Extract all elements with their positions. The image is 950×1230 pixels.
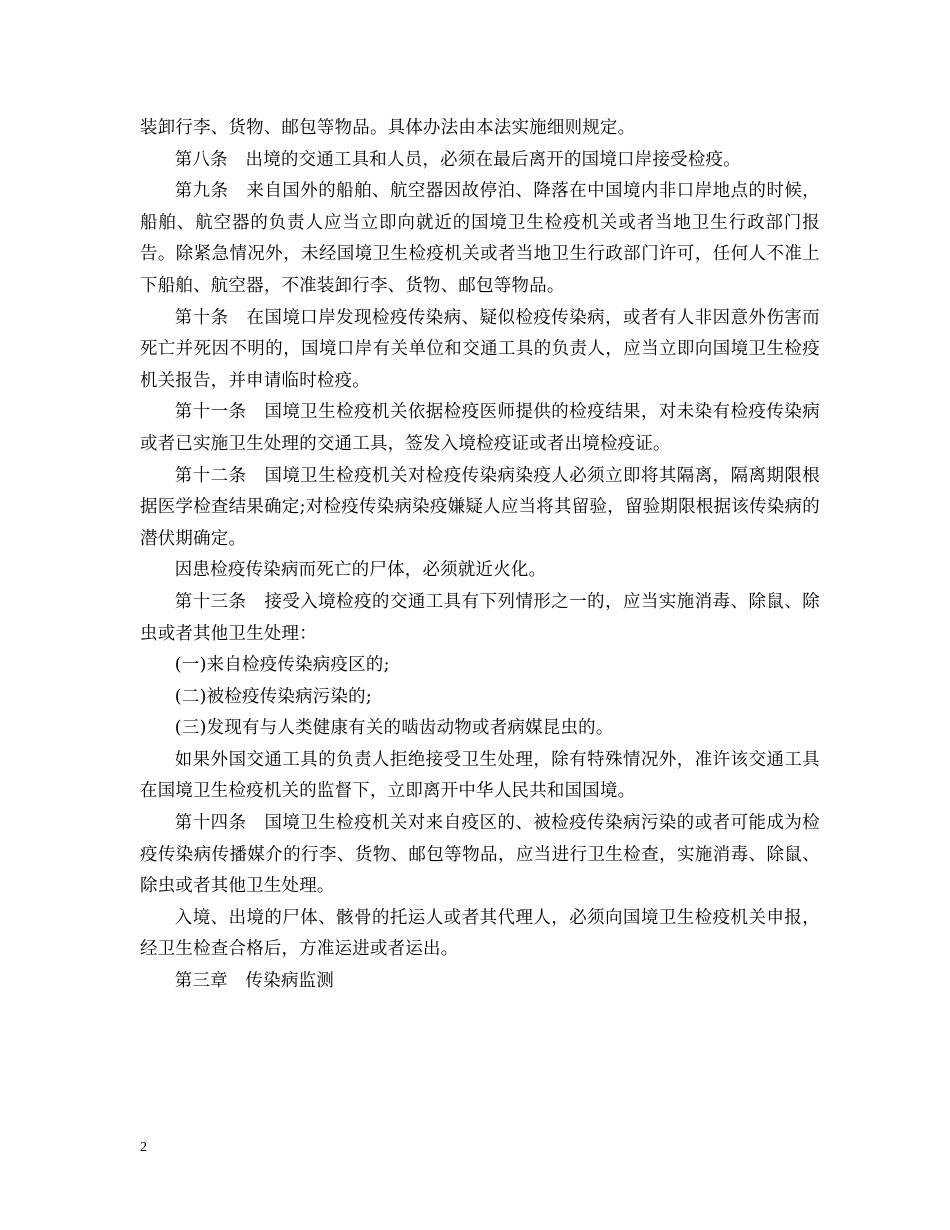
article-12: 第十二条 国境卫生检疫机关对检疫传染病染疫人必须立即将其隔离，隔离期限根据医学检查结果确定;对检疫传染病染疫嫌疑人应当将其留验，留验期限根据该传染病的潜伏期确定。: [140, 465, 820, 549]
article-9: 第九条 来自国外的船舶、航空器因故停泊、降落在中国境内非口岸地点的时候，船舶、航空器的负责人应当立即向就近的国境卫生检疫机关或者当地卫生行政部门报告。除紧急情况外，未经国境卫生检疫机关或者当地卫生行政部门许可，任何人不准上下船舶、航空器，不准装卸行李、货物、邮包等物品。: [140, 181, 820, 296]
article-13: 第十三条 接受入境检疫的交通工具有下列情形之一的，应当实施消毒、除鼠、除虫或者其他卫生处理：: [140, 591, 820, 644]
article-8: 第八条 出境的交通工具和人员，必须在最后离开的国境口岸接受检疫。: [174, 149, 741, 170]
article-13-item-1: (一)来自检疫传染病疫区的;: [174, 655, 390, 676]
paragraph-continuation: 装卸行李、货物、邮包等物品。具体办法由本法实施细则规定。: [140, 118, 636, 138]
page-number: 2: [140, 1140, 147, 1155]
article-11: 第十一条 国境卫生检疫机关依据检疫医师提供的检疫结果，对未染有检疫传染病或者已实施卫生处理的交通工具，签发入境检疫证或者出境检疫证。: [140, 402, 820, 454]
article-13-item-2: (二)被检疫传染病污染的;: [174, 686, 373, 707]
article-10: 第十条 在国境口岸发现检疫传染病、疑似检疫传染病，或者有人非因意外伤害而死亡并死因不明的，国境口岸有关单位和交通工具的负责人，应当立即向国境卫生检疫机关报告，并申请临时检疫。: [140, 307, 820, 391]
chapter-3-heading: 第三章 传染病监测: [174, 971, 335, 992]
article-14-remains-clause: 入境、出境的尸体、骸骨的托运人或者其代理人，必须向国境卫生检疫机关申报，经卫生检查合格后，方准运进或者运出。: [140, 907, 820, 960]
article-12-clause-cremation: 因患检疫传染病而死亡的尸体，必须就近火化。: [174, 560, 547, 581]
article-14: 第十四条 国境卫生检疫机关对来自疫区的、被检疫传染病污染的或者可能成为检疫传染病传播媒介的行李、货物、邮包等物品，应当进行卫生检查，实施消毒、除鼠、除虫或者其他卫生处理。: [140, 813, 820, 897]
article-13-item-3: (三)发现有与人类健康有关的啮齿动物或者病媒昆虫的。: [174, 718, 614, 739]
article-13-foreign-vehicle-clause: 如果外国交通工具的负责人拒绝接受卫生处理，除有特殊情况外，准许该交通工具在国境卫生检疫机关的监督下，立即离开中华人民共和国国境。: [140, 749, 820, 802]
document-body: [140, 113, 820, 998]
